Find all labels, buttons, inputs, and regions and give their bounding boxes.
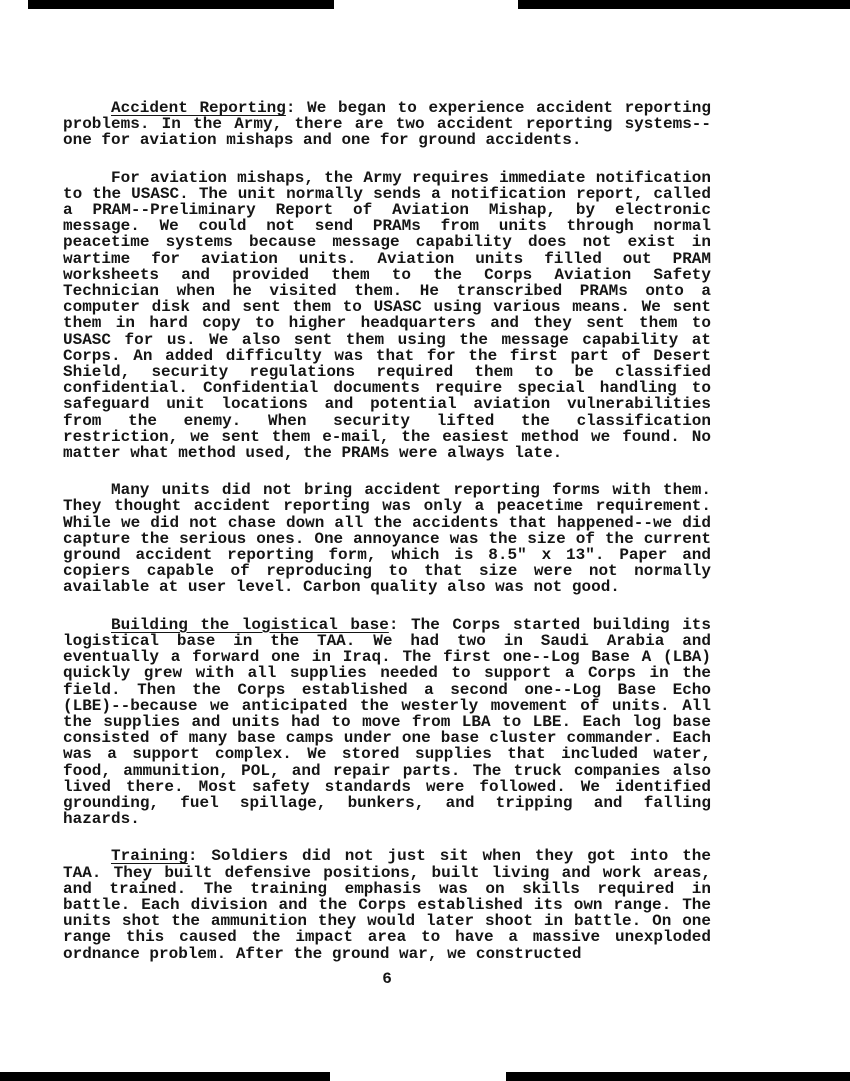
page-number: 6 (382, 970, 392, 988)
paragraph-body: For aviation mishaps, the Army requires immediate notification to the USASC. The unit normally sends a notification report, called a PRAM--Preliminary Report of Aviation Mishap, by electronic message. We could not send PRAMs from units through normal peacetime systems because message capability does not exist in wartime for aviation units. Aviation units filled out PRAM worksheets and provided them to the Corps Aviation Safety Technician when he visited them. He transcribed PRAMs onto a computer disk and sent them to USASC using various means. We sent them in hard copy to higher headquarters and they sent them to USASC for us. We also sent them using the message capability at Corps. An added difficulty was that for the first part of Desert Shield, security regulations required them to be classified confidential. Confidential documents require special handling to safeguard unit locations and potential aviation vulnerabilities from the enemy. When security lifted the classification restriction, we sent them e-mail, the easiest method we found. No matter what method used, the PRAMs were always late. (63, 168, 711, 463)
paragraph-body: Many units did not bring accident reporting forms with them. They thought accident reporting was only a peacetime requirement. While we did not chase down all the accidents that happened--we did capture the serious ones. One annoyance was the size of the current ground accident reporting form, which is 8.5" x 13". Paper and copiers capable of reproducing to that size were not normally available at user level. Carbon quality also was not good. (63, 481, 711, 597)
scan-artifact-bar-top-left (28, 0, 334, 9)
paragraph-training (63, 848, 711, 961)
scan-artifact-bar-bottom-left (0, 1072, 330, 1081)
paragraph-heading: Accident Reporting (111, 99, 286, 117)
scan-artifact-bar-bottom-right (506, 1072, 850, 1081)
paragraph-heading: Building the logistical base (111, 615, 389, 634)
paragraph-body: : Soldiers did not just sit when they got into the TAA. They built defensive positions, built living and work areas, and trained. The training emphasis was on skills required in battle. Each division and the Corps established its own range. The units shot the ammunition they would later shoot in battle. On one range this caused the impact area to have a massive unexploded ordnance problem. After the ground war, we constructed (63, 847, 711, 963)
paragraph-logistical-base (63, 617, 711, 828)
paragraph-accident-reporting (63, 100, 711, 149)
scan-artifact-bar-top-right (518, 0, 850, 9)
paragraph-body: : We began to experience accident reporting problems. In the Army, there are two accident reporting systems--one for aviation mishaps and one for ground accidents. (63, 99, 711, 150)
paragraph-aviation-mishaps (63, 170, 711, 462)
page-text-block (63, 100, 711, 962)
paragraph-heading: Training (111, 847, 188, 866)
paragraph-accident-forms (63, 482, 711, 595)
paragraph-body: : The Corps started building its logistical base in the TAA. We had two in Saudi Arabia and eventually a forward one in Iraq. The first one--Log Base A (LBA) quickly grew with all supplies needed to support a Corps in the field. Then the Corps established a second one--Log Base Echo (LBE)--because we anticipated the westerly movement of units. All the supplies and units had to move from LBA to LBE. Each log base consisted of many base camps under one base cluster commander. Each was a support complex. We stored supplies that included water, food, ammunition, POL, and repair parts. The truck companies also lived there. Most safety standards were followed. We identified grounding, fuel spillage, bunkers, and tripping and falling hazards. (63, 615, 712, 829)
